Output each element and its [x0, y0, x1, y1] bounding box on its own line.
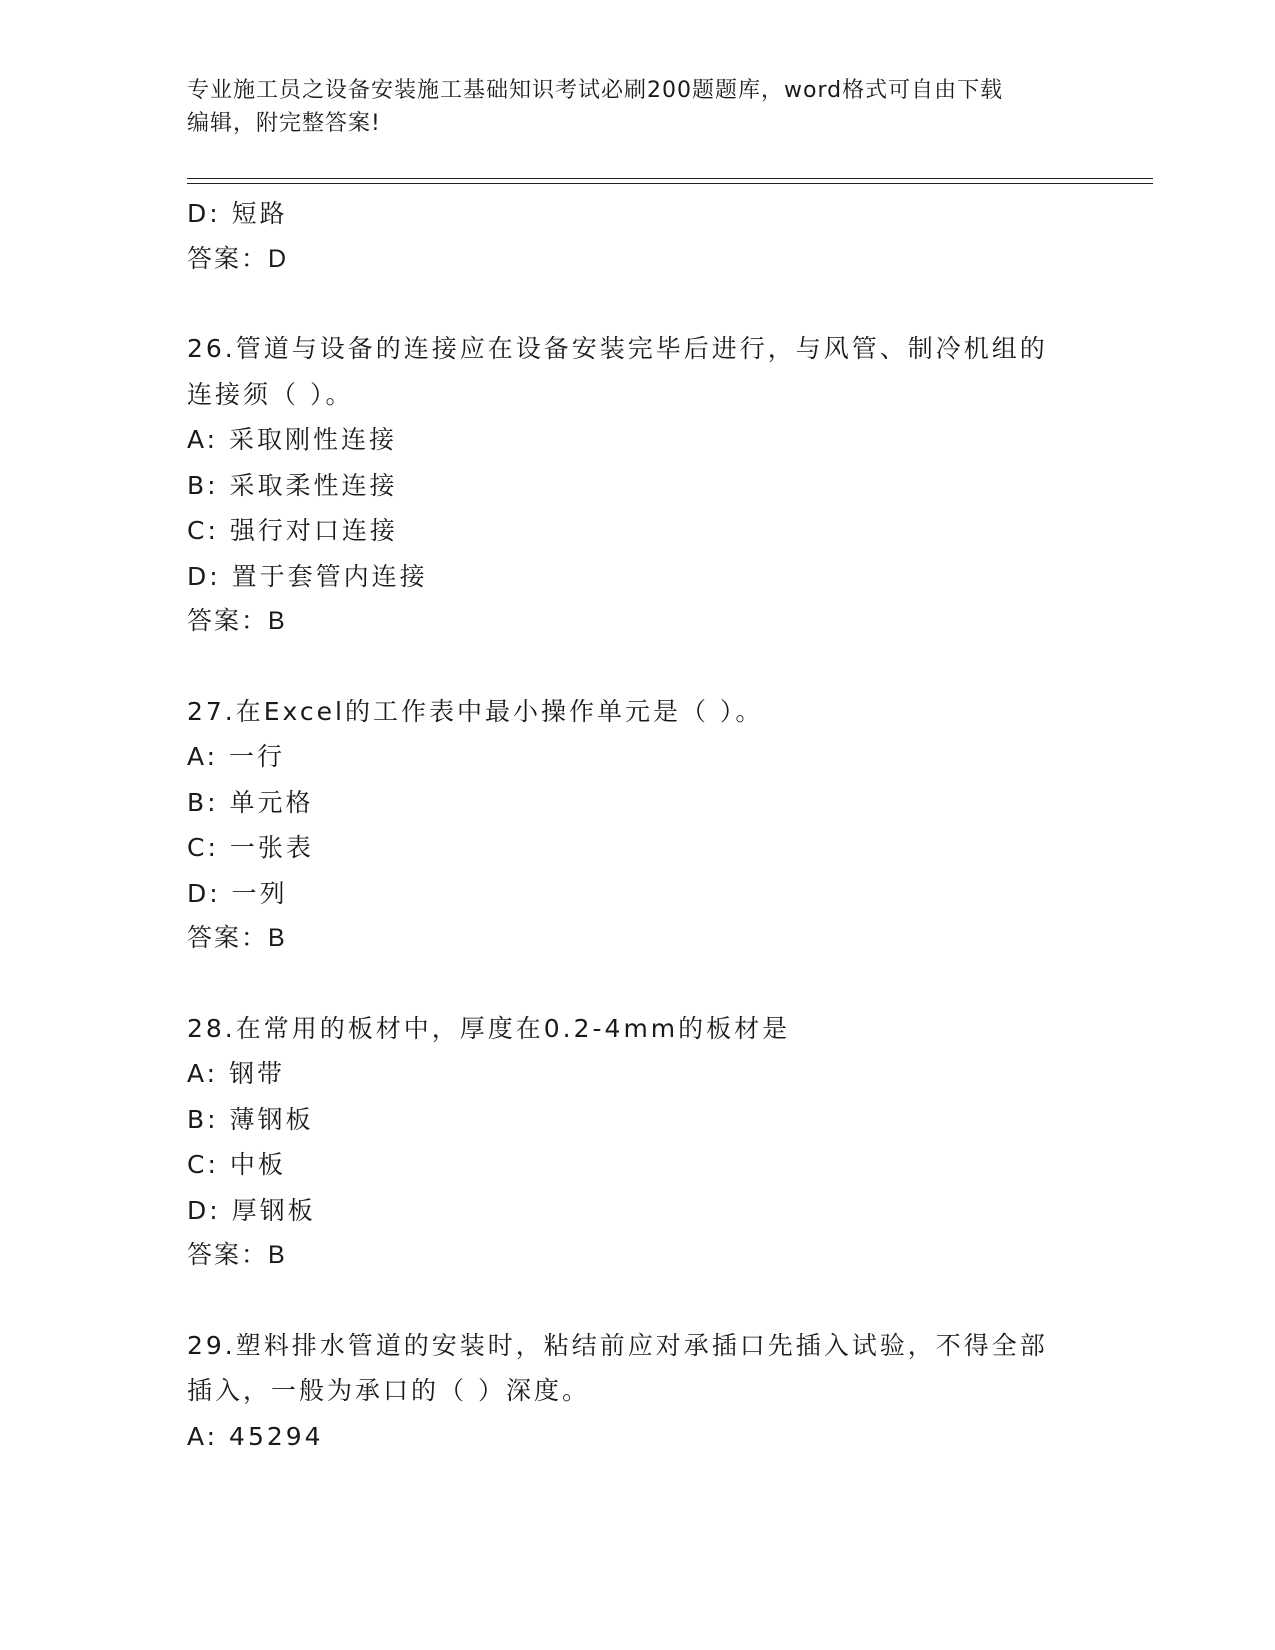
- header-line-1: 专业施工员之设备安装施工基础知识考试必刷200题题库，word格式可自由下载: [187, 78, 1004, 103]
- answer-line: 答案：B: [187, 924, 287, 952]
- option-c: C: 强行对口连接: [187, 516, 398, 545]
- question-stem-continued: 连接须（ ）。: [187, 379, 354, 409]
- answer-line: 答案：D: [187, 244, 289, 273]
- spacer: [187, 962, 1087, 1006]
- question-stem: 27.在Excel的工作表中最小操作单元是（ ）。: [187, 696, 764, 726]
- question-list: [187, 191, 1087, 1459]
- question-29: [187, 1323, 1087, 1460]
- option-c: C: 一张表: [187, 833, 314, 862]
- question-27: [187, 689, 1087, 962]
- answer-line: 答案：B: [187, 1241, 287, 1269]
- option-a: A: 钢带: [187, 1059, 286, 1088]
- question-stem: 28.在常用的板材中，厚度在0.2-4mm的板材是: [187, 1013, 791, 1043]
- option-d: D: 置于套管内连接: [187, 561, 428, 591]
- header-divider-bottom: [187, 183, 1153, 184]
- option-d: D: 一列: [187, 878, 288, 908]
- document-header: [187, 74, 1067, 140]
- option-a: A: 45294: [187, 1421, 324, 1451]
- question-28: [187, 1006, 1087, 1279]
- question-stem: 29.塑料排水管道的安装时，粘结前应对承插口先插入试验，不得全部: [187, 1330, 1048, 1360]
- option-d: D: 厚钢板: [187, 1195, 316, 1225]
- spacer: [187, 282, 1087, 326]
- option-b: B: 单元格: [187, 787, 314, 817]
- option-a: A: 采取刚性连接: [187, 425, 398, 454]
- question-stem-continued: 插入，一般为承口的（ ）深度。: [187, 1376, 590, 1405]
- question-stem: 26.管道与设备的连接应在设备安装完毕后进行，与风管、制冷机组的: [187, 334, 1048, 363]
- question-26: [187, 326, 1087, 645]
- option-b: B: 薄钢板: [187, 1104, 314, 1134]
- option-c: C: 中板: [187, 1150, 286, 1179]
- answer-line: 答案：B: [187, 607, 287, 635]
- option-a: A: 一行: [187, 742, 286, 771]
- header-divider-top: [187, 178, 1153, 179]
- spacer: [187, 1279, 1087, 1323]
- option-b: B: 采取柔性连接: [187, 470, 398, 500]
- header-line-2: 编辑，附完整答案!: [187, 111, 381, 136]
- option-d: D: 短路: [187, 199, 288, 228]
- spacer: [187, 645, 1087, 689]
